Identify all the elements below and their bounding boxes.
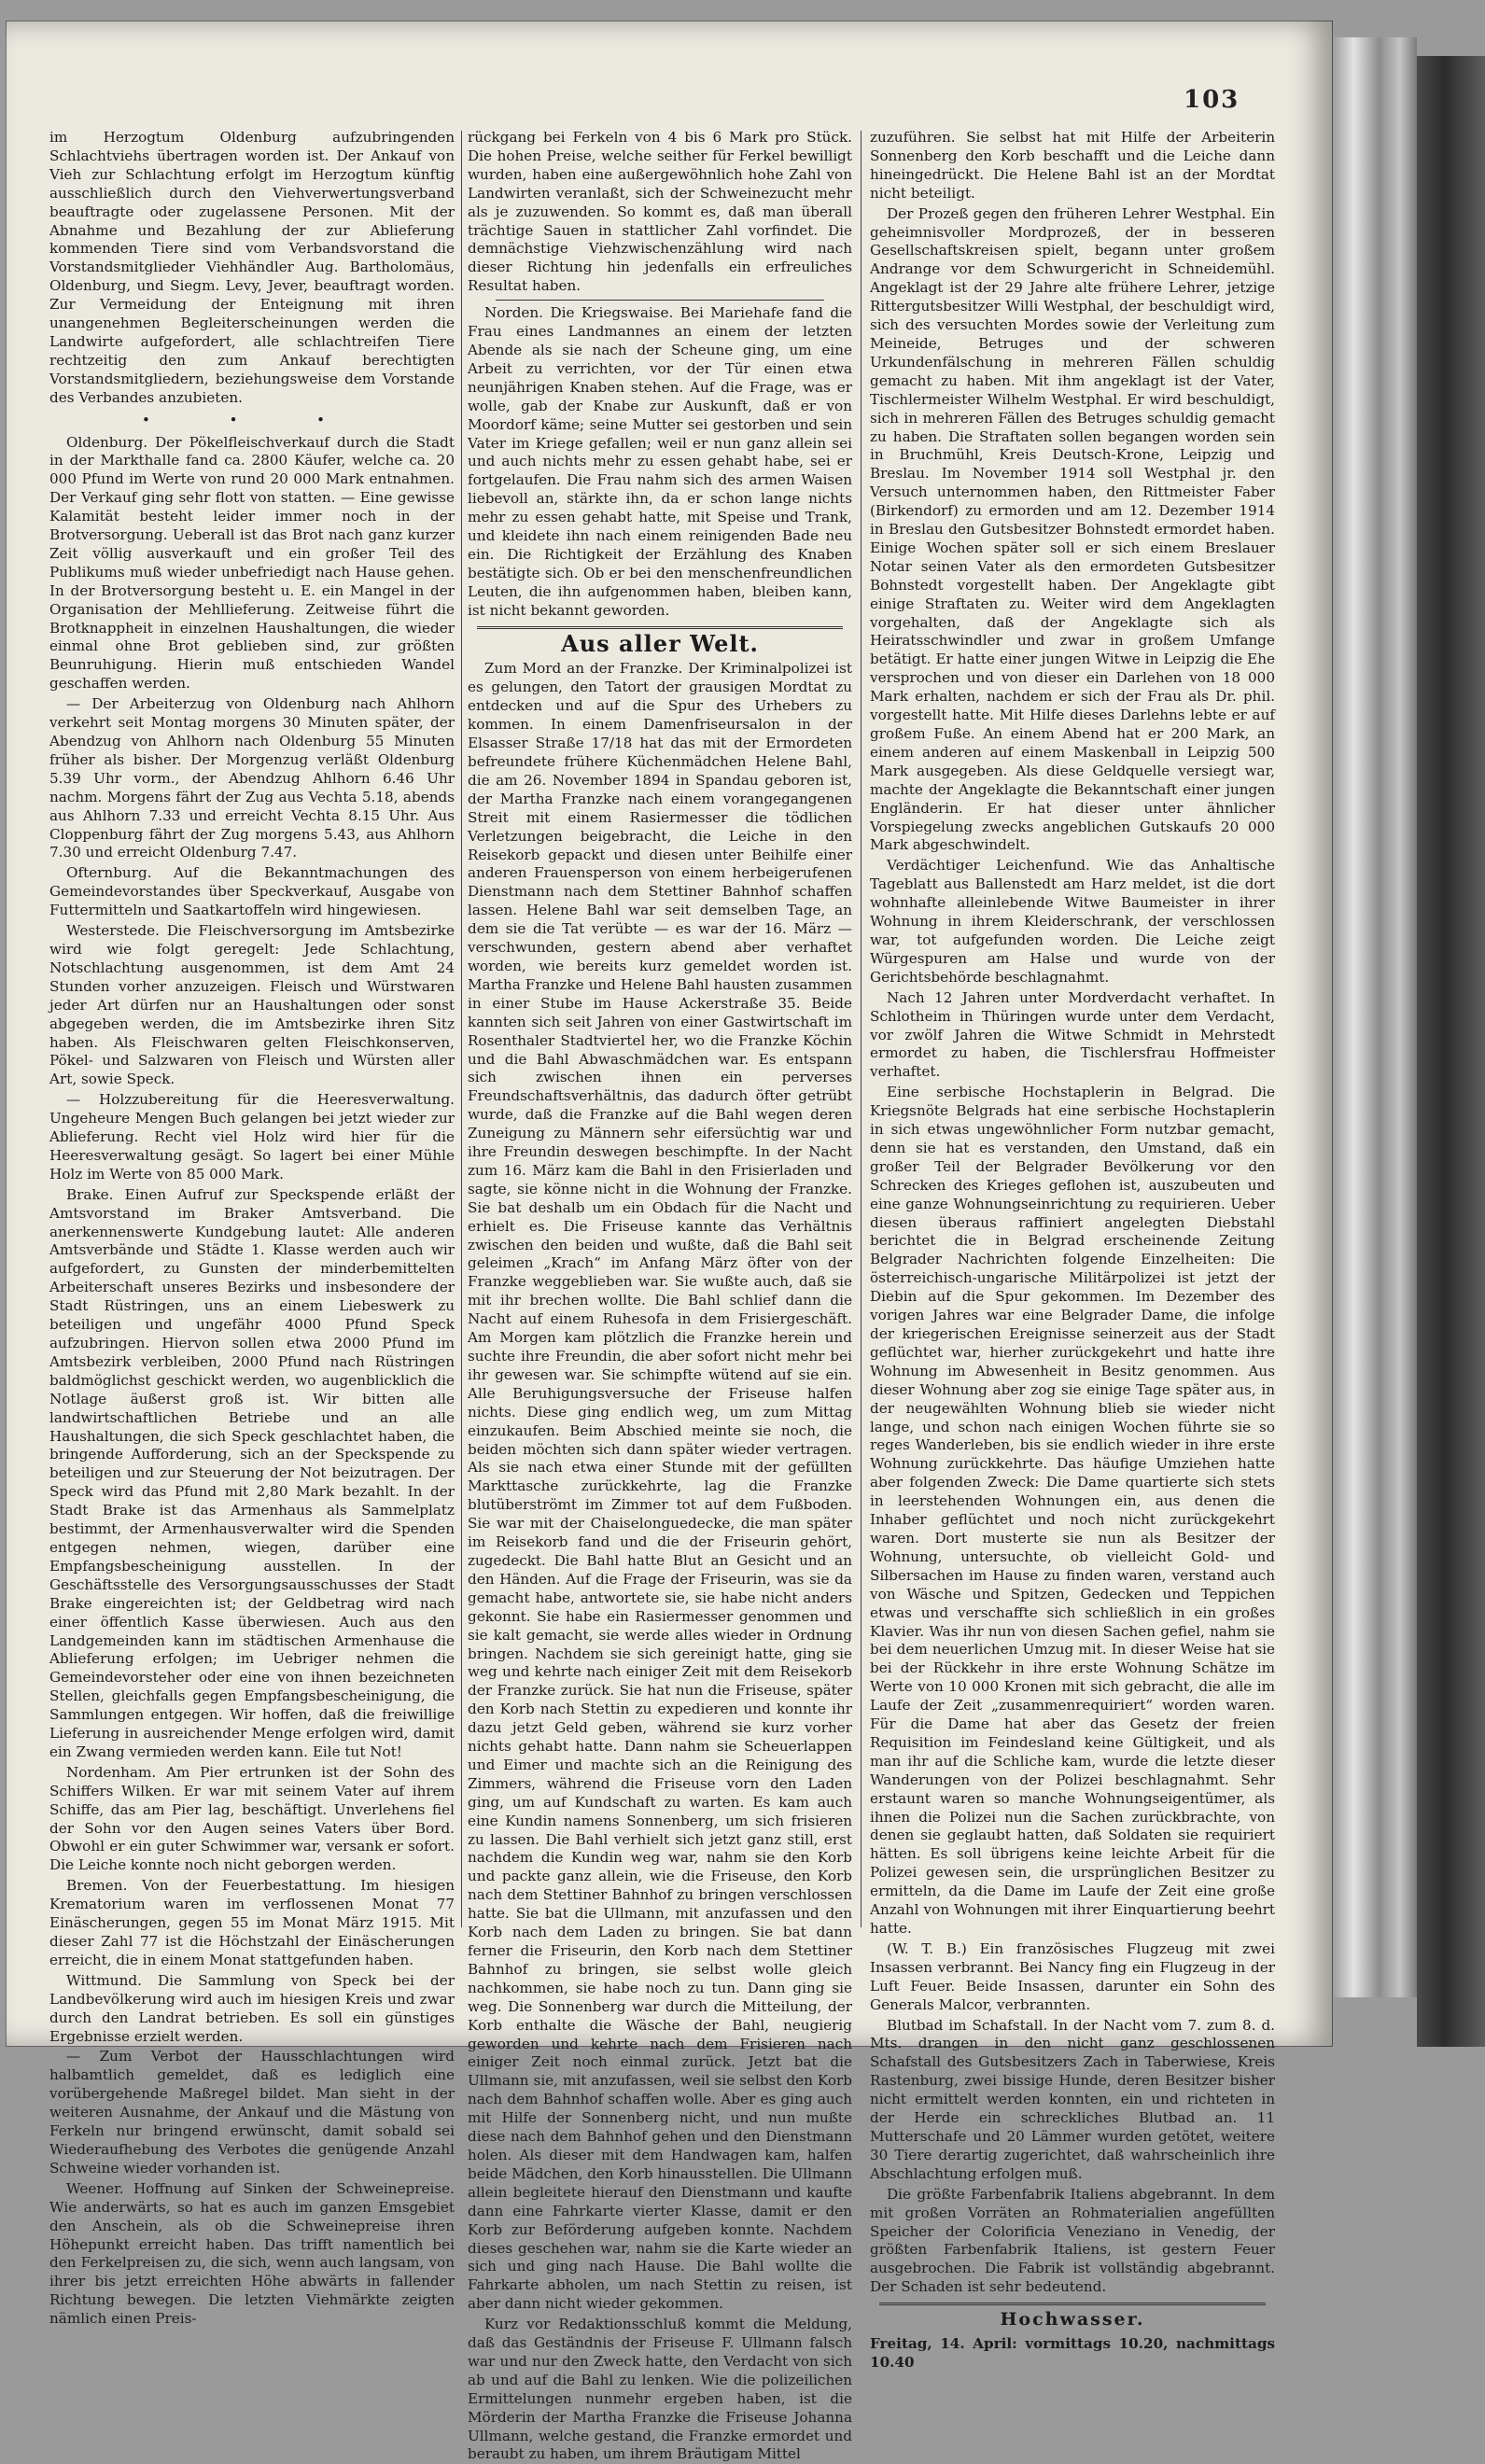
water-level-line: Freitag, 14. April: vormittags 10.20, nachmittags 10.40 bbox=[870, 2335, 1275, 2371]
separator-double-rule bbox=[879, 2303, 1266, 2305]
article-paragraph: — Zum Verbot der Hausschlachtungen wird halbamtlich gemeldet, daß es lediglich eine vorübergehende Maßregel bildet. Man sieht in der weiteren Ausnahme, der Ankauf und die Mästung von Ferkeln nur bringend erwünscht, damit sobald sei Wiederaufhebung des Verbotes die genügende Anzahl Schweine wieder vorhanden ist. bbox=[49, 2048, 455, 2177]
article-paragraph: — Der Arbeiterzug von Oldenburg nach Ahlhorn verkehrt seit Montag morgens 30 Minuten später, der Abendzug von Ahlhorn nach Oldenburg 55 Minuten früher als bisher. Der Morgenzug verläßt Oldenburg 5.39 Uhr vorm., der Abendzug Ahlhorn 6.46 Uhr nachm. Morgens fährt der Zug aus Vechta 5.18, abends aus Ahlhorn 7.33 und erreicht Vechta 8.15 Uhr. Aus Cloppenburg fährt der Zug morgens 5.43, aus Ahlhorn 7.30 und erreicht Oldenburg 7.47. bbox=[49, 695, 455, 861]
article-paragraph: Zum Mord an der Franzke. Der Kriminalpolizei ist es gelungen, den Tatort der grausigen Mordtat zu entdecken und auf die Spur des Urhebers zu kommen. In einem Damenfriseursalon in der Elsasser Straße 17/18 hat das mit der Ermordeten befreundete frühere Küchenmädchen Helene Bahl, die am 26. November 1894 in Spandau geboren ist, der Martha Franzke nach einem vorangegangenen Streit mit einem Rasiermesser die tödlichen Verletzungen beigebracht, die Leiche in den Reisekorb gepackt und diesen unter Beihilfe einer anderen Frauensperson von einem herbeigerufenen Dienstmann nach dem Stettiner Bahnhof schaffen lassen. Helene Bahl war seit demselben Tage, an dem sie die Tat verübte — es war der 16. März — verschwunden, gestern abend aber verhaftet worden, wie bereits kurz gemeldet worden ist. Martha Franzke und Helene Bahl hausten zusammen in einer Stube im Hause Ackerstraße 35. Beide kannten sich seit Jahren von einer Gastwirtschaft im Rosenthaler Stadtviertel her, wo die Franzke Köchin und die Bahl Abwaschmädchen war. Es entspann sich zwischen ihnen ein perverses Freundschaftsverhältnis, das dadurch öfter getrübt wurde, daß die Franzke auf die Bahl wegen deren Zuneigung zu Männern sehr eifersüchtig war und ihre Freundin deswegen beschimpfte. In der Nacht zum 16. März kam die Bahl in den Frisierladen und sagte, sie könne nicht in die Wohnung der Franzke. Sie bat deshalb um ein Obdach für die Nacht und erhielt es. Die Friseuse kannte das Verhältnis zwischen den beiden und wußte, daß die Bahl seit geleimen „Krach“ im Anfang März öfter von der Franzke weggeblieben war. Sie wußte auch, daß sie mit ihr brechen wollte. Die Bahl schlief dann die Nacht auf einem Ruhesofa in dem Frisiergeschäft. Am Morgen kam plötzlich die Franzke herein und suchte ihre Freundin, die aber sofort nicht mehr bei ihr gewesen war. Sie schimpfte wütend auf sie ein. Alle Beruhigungsversuche der Friseuse halfen nichts. Diese ging endlich weg, um zum Mittag einzukaufen. Beim Abschied meinte sie noch, die beiden möchten sich dann später wieder vertragen. Als sie nach etwa einer Stunde mit der gefüllten Markttasche zurückkehrte, lag die Franzke blutüberströmt im Zimmer tot auf dem Fußboden. Sie war mit der Chaiselonguedecke, die man später im Reisekorb fand und die der Friseurin gehört, zugedeckt. Die Bahl hatte Blut an Gesicht und an den Händen. Auf die Frage der Friseurin, was sie da gemacht habe, antwortete sie, sie habe nicht anders gekonnt. Sie habe ein Rasiermesser genommen und sie kalt gemacht, sie werde alles wieder in Ordnung bringen. Nachdem sie sich gereinigt hatte, ging sie weg und kehrte nach einiger Zeit mit dem Reisekorb der Franzke zurück. Sie hat nun die Friseuse, später den Korb nach Stettin zu expedieren und konnte ihr dazu jetzt Geld geben, während sie kurz vorher nichts gehabt hatte. Dann nahm sie Scheuerlappen und Eimer und machte sich an die Reinigung des Zimmers, während die Friseuse vorn den Laden ging, um auf Kundschaft zu warten. Es kam auch eine Kundin namens Sonnenberg, um sich frisieren zu lassen. Die Bahl verhielt sich jetzt ganz still, erst nachdem die Kundin weg war, nahm sie den Korb und packte ganz allein, wie die Friseuse, den Korb nach dem Stettiner Bahnhof zu bringen verschlossen hatte. Sie bat die Ullmann, mit anzufassen und den Korb nach dem Laden zu bringen. Sie bat dann ferner die Friseurin, den Korb nach dem Stettiner Bahnhof zu bringen, sie selbst wolle gleich nachkommen, sie habe noch zu tun. Dann ging sie weg. Die Sonnenberg war durch die Mitteilung, der Korb enthalte die Wäsche der Bahl, neugierig geworden und kehrte nach dem Frisieren nach einiger Zeit noch einmal zurück. Jetzt bat die Ullmann sie, mit anzufassen, weil sie selbst den Korb nach dem Bahnhof schaffen wolle. Aber es ging auch mit Hilfe der Sonnenberg nicht, und nun mußte diese nach dem Bahnhof gehen und den Dienstmann holen. Als dieser mit dem Handwagen kam, halfen beide Mädchen, den Korb hinausstellen. Die Ullmann allein begleitete hierauf den Dienstmann und kaufte dann eine Fahrkarte vierter Klasse, damit er den Korb zur Beförderung aufgeben konnte. Nachdem dieses geschehen war, nahm sie die Karte wieder an sich und ging nach Hause. Die Bahl wollte die Fahrkarte abholen, um nach Stettin zu reisen, ist aber dann nicht wieder gekommen. bbox=[468, 660, 852, 2313]
column-1 bbox=[49, 129, 455, 2328]
separator-double-rule bbox=[477, 626, 843, 629]
article-paragraph: Die größte Farbenfabrik Italiens abgebrannt. In dem mit großen Vorräten an Rohmaterialien angefüllten Speicher der Colorificia Veneziano in Venedig, der größten Farbenfabrik Italiens, ist gestern Feuer ausgebrochen. Die Fabrik ist vollständig abgebrannt. Der Schaden ist sehr bedeutend. bbox=[870, 2185, 1275, 2296]
separator-stars: • • • bbox=[141, 411, 363, 428]
column-2 bbox=[468, 129, 852, 2463]
article-paragraph: zuzuführen. Sie selbst hat mit Hilfe der Arbeiterin Sonnenberg den Korb beschafft und die Leiche dann hineingedrückt. Die Helene Bahl ist an der Mordtat nicht beteiligt. bbox=[870, 129, 1275, 202]
article-paragraph: Bremen. Von der Feuerbestattung. Im hiesigen Krematorium waren im verflossenen Monat 77 Einäscherungen, gegen 55 im Monat März 1915. Mit dieser Zahl 77 ist die Höchstzahl der Einäscherungen erreicht, die in einem Monat stattgefunden haben. bbox=[49, 1877, 455, 1968]
article-paragraph: Eine serbische Hochstaplerin in Belgrad. Die Kriegsnöte Belgrads hat eine serbische Hochstaplerin in sich etwas ungewöhnlicher Form nutzbar gemacht, denn sie hat es verstanden, den Umstand, daß ein großer Teil der Belgrader Bevölkerung vor den Schrecken des Krieges geflohen ist, auszubeuten und eine ganze Wohnungseinrichtung zu requirieren. Ueber diesen überaus raffiniert angelegten Diebstahl berichtet die in Belgrad erscheinende Zeitung Belgrader Nachrichten folgende Einzelheiten: Die österreichisch-ungarische Militärpolizei ist jetzt der Diebin auf die Spur gekommen. Im Dezember des vorigen Jahres war eine Belgrader Dame, die infolge der kriegerischen Ereignisse seinerzeit aus der Stadt geflüchtet war, hierher zurückgekehrt und hatte ihre Wohnung im Abwesenheit in Besitz genommen. Aus dieser Wohnung aber zog sie einige Tage später aus, in der neugewählten Wohnung blieb sie wieder nicht lange, und schon nach einigen Wochen führte sie so reges Wanderleben, bis sie endlich wieder in ihre erste Wohnung zurückkehrte. Das häufige Umziehen hatte aber folgenden Zweck: Die Dame quartierte sich stets in leerstehenden Wohnungen ein, aus denen die Inhaber geflüchtet und noch nicht zurückgekehrt waren. Dort musterte sie nun als Besitzer der Wohnung, untersuchte, ob vielleicht Gold- und Silbersachen im Hause zu finden waren, verstand auch von Wäsche und Spitzen, Gedecken und Teppichen etwas und verschaffte sich schließlich in ein großes Klavier. Was ihr nun von diesen Sachen gefiel, nahm sie bei dem neuerlichen Umzug mit. In dieser Weise hat sie bei der Rückkehr in ihre erste Wohnung Schätze im Werte von 10 000 Kronen mit sich gebracht, die alle im Laufe der Zeit „zusammenrequiriert“ worden waren. Für die Dame hat aber das Gesetz der freien Requisition im Feindesland keine Gültigkeit, und als man ihr auf die Schliche kam, wurde die letzte dieser Wanderungen von der Polizei beschlagnahmt. Sehr erstaunt waren so manche Wohnungseigentümer, als ihnen die Polizei nun die Sachen zurückbrachte, von denen sie geglaubt hatten, daß Soldaten sie requiriert hätten. Es soll übrigens keine leichte Arbeit für die Polizei gewesen sein, die ursprünglichen Besitzer zu ermitteln, da die Dame im Laufe der Zeit eine große Anzahl von Wohnungen mit ihrer Einquartierung beehrt hatte. bbox=[870, 1084, 1275, 1937]
article-paragraph: Weener. Hoffnung auf Sinken der Schweinepreise. Wie anderwärts, so hat es auch im ganzen Emsgebiet den Anschein, als ob die Schweinepreise ihren Höhepunkt erreicht haben. Das trifft namentlich bei den Ferkelpreisen zu, die sich, wenn auch langsam, von ihrer bis jetzt erreichten Höhe abwärts in fallender Richtung bewegen. Die letzten Viehmärkte zeigten nämlich einen Preis- bbox=[49, 2179, 455, 2328]
article-paragraph: Nach 12 Jahren unter Mordverdacht verhaftet. In Schlotheim in Thüringen wurde unter dem Verdacht, vor zwölf Jahren die Witwe Schmidt in Mehrstedt ermordet zu haben, die Tischlersfrau Hoffmeister verhaftet. bbox=[870, 988, 1275, 1081]
column-rule bbox=[861, 131, 862, 1927]
article-paragraph: — Holzzubereitung für die Heeresverwaltung. Ungeheure Mengen Buch gelangen bei jetzt wieder zur Ablieferung. Recht viel Holz wird hier für die Heeresverwaltung gesägt. So lagert bei einer Mühle Holz im Werte von 85 000 Mark. bbox=[49, 1091, 455, 1183]
article-paragraph: Ofternburg. Auf die Bekanntmachungen des Gemeindevorstandes über Speckverkauf, Ausgabe von Futtermitteln und Saatkartoffeln wird hingewiesen. bbox=[49, 864, 455, 919]
article-paragraph: Oldenburg. Der Pökelfleischverkauf durch die Stadt in der Markthalle fand ca. 2800 Käufer, welche ca. 20 000 Pfund im Werte von rund 20 000 Mark entnahmen. Der Verkauf ging sehr flott von statten. — Eine gewisse Kalamität besteht leider immer noch in der Brotversorgung. Ueberall ist das Brot nach ganz kurzer Zeit völlig ausverkauft und ein großer Teil des Publikums muß wieder unbefriedigt nach Hause gehen. In der Brotversorgung besteht u. E. ein Mangel in der Organisation der Mehllieferung. Zeitweise führt die Brotknappheit in einzelnen Haushaltungen, die wieder einmal ohne Brot geblieben sind, zur größten Beunruhigung. Hierin muß entschieden Wandel geschaffen werden. bbox=[49, 433, 455, 693]
article-paragraph: rückgang bei Ferkeln von 4 bis 6 Mark pro Stück. Die hohen Preise, welche seither für Ferkel bewilligt wurden, haben eine außergewöhnlich hohe Zahl von Landwirten veranlaßt, sich der Schweinezucht mehr als je zuzuwenden. So kommt es, daß man überall trächtige Sauen in stattlicher Zahl vorfindet. Die demnächstige Viehzwischenzählung wird nach dieser Richtung hin jedenfalls ein erfreuliches Resultat haben. bbox=[468, 129, 852, 295]
article-paragraph: Norden. Die Kriegswaise. Bei Mariehafe fand die Frau eines Landmannes an einem der letzten Abende als sie nach der Scheune ging, um eine Arbeit zu verrichten, vor der Tür einen etwa neunjährigen Knaben stehen. Auf die Frage, was er wolle, gab der Knabe zur Auskunft, daß er von Moordorf käme; seine Mutter sei gestorben und sein Vater im Kriege gefallen; weil er nun ganz allein sei und auch nichts mehr zu essen gehabt habe, sei er fortgelaufen. Die Frau nahm sich des armen Waisen liebevoll an, stärkte ihn, da er schon lange nichts mehr zu essen gehabt hatte, mit Speise und Trank, und kleidete ihn nach einem reinigenden Bade neu ein. Die Richtigkeit der Erzählung des Knaben bestätigte sich. Ob er bei den menschenfreundlichen Leuten, die ihn aufgenommen haben, bleiben kann, ist nicht bekannt geworden. bbox=[468, 304, 852, 619]
article-paragraph: Kurz vor Redaktionsschluß kommt die Meldung, daß das Geständnis der Friseuse F. Ullmann falsch war und nur den Zweck hatte, den Verdacht von sich ab und auf die Bahl zu lenken. Wie die polizeilichen Ermittelungen nunmehr ergeben haben, ist die Mörderin der Martha Franzke die Friseuse Johanna Ullmann, welche gestand, die Franzke ermordet und beraubt zu haben, um ihrem Bräutigam Mittel bbox=[468, 2316, 852, 2463]
article-paragraph: Brake. Einen Aufruf zur Speckspende erläßt der Amtsvorstand im Braker Amtsverband. Die anerkennenswerte Kundgebung lautet: Alle anderen Amtsverbände und Städte 1. Klasse werden auch wir aufgefordert, zu Gunsten der minderbemittelten Arbeiterschaft unseres Bezirks und insbesondere der Stadt Rüstringen, uns an einem Liebeswerk zu beteiligen und ungefähr 4000 Pfund Speck aufzubringen. Hiervon sollen etwa 2000 Pfund im Amtsbezirk verbleiben, 2000 Pfund nach Rüstringen baldmöglichst geschickt werden, wo augenblicklich die Notlage äußerst groß ist. Wir bitten alle landwirtschaftlichen Betriebe und an alle Haushaltungen, die sich Speck geschlachtet haben, die bringende Aufforderung, sich an der Speckspende zu beteiligen und zur Steuerung der Not beizutragen. Der Speck wird das Pfund mit 2,80 Mark bezahlt. In der Stadt Brake ist das Armenhaus als Sammelplatz bestimmt, der Armenhausverwalter wird die Spenden entgegen nehmen, wiegen, darüber eine Empfangsbescheinigung ausstellen. In der Geschäftsstelle des Versorgungsausschusses der Stadt Brake eingereichten ist; der Geldbetrag wird nach einer öffentlich Kasse überwiesen. Auch aus den Landgemeinden kann im städtischen Armenhause die Ablieferung erfolgen; im Uebriger nehmen die Gemeindevorsteher oder eine von ihnen bezeichneten Stellen, gleichfalls gegen Empfangsbescheinigung, die Sammlungen entgegen. Wir hoffen, daß die freiwillige Lieferung in ausreichender Menge erfolgen wird, damit ein Zwang vermieden werden kann. Eile tut Not! bbox=[49, 1185, 455, 1760]
column-rule bbox=[461, 131, 462, 1927]
page-binding bbox=[1333, 37, 1417, 1997]
column-3 bbox=[870, 129, 1275, 2371]
article-paragraph: Der Prozeß gegen den früheren Lehrer Westphal. Ein geheimnisvoller Mordprozeß, der in besseren Gesellschaftskreisen spielt, begann unter großem Andrange vor dem Schwurgericht in Schneidemühl. Angeklagt ist der 29 Jahre alte frühere Lehrer, jetzige Rittergutsbesitzer Willi Westphal, der beschuldigt wird, sich des versuchten Mordes sowie der Verleitung zum Meineide, Betruges und der schweren Urkundenfälschung in mehreren Fällen schuldig gemacht zu haben. Mit ihm angeklagt ist der Vater, Tischlermeister Wilhelm Westphal. Er wird beschuldigt, sich in mehreren Fällen des Betruges schuldig gemacht zu haben. Die Straftaten sollen begangen worden sein in Bruchmühl, Kreis Deutsch-Krone, Leipzig und Breslau. Im November 1914 soll Westphal jr. den Versuch unternommen haben, den Rittmeister Faber (Birkendorf) zu ermorden und am 12. Dezember 1914 in Breslau den Gutsbesitzer Bohnstedt ermordet haben. Einige Wochen später soll er sich einem Breslauer Notar seinen Vater als den ermordeten Gutsbesitzer Bohnstedt vorgestellt haben. Der Angeklagte gibt einige Straftaten zu. Weiter wird dem Angeklagten vorgehalten, daß der Angeklagte sich als Heiratsschwindler und zwar in großem Umfange betätigt. Er hatte einer jungen Witwe in Leipzig die Ehe versprochen und von dieser ein Darlehen von 18 000 Mark erhalten, nachdem er sich der Frau als Dr. phil. vorgestellt hatte. Mit Hilfe dieses Darlehns lebte er auf großem Fuße. An einem Abend hat er 200 Mark, an einem anderen auf einem Maskenball in Leipzig 500 Mark ausgegeben. Als diese Geldquelle versiegt war, machte der Angeklagte die Bekanntschaft einer jungen Engländerin. Er hat dieser unter ähnlicher Vorspiegelung zwecks angeblichen Gutskaufs 20 000 Mark abgeschwindelt. bbox=[870, 204, 1275, 854]
article-paragraph: Verdächtiger Leichenfund. Wie das Anhaltische Tageblatt aus Ballenstedt am Harz meldet, ist die dort wohnhafte alleinlebende Witwe Baumeister in ihrer Wohnung in ihrem Kleiderschrank, der verschlossen war, tot aufgefunden worden. Die Leiche zeigt Würgespuren am Halse und wurde von der Gerichtsbehörde beschlagnahmt. bbox=[870, 857, 1275, 986]
page-number: 103 bbox=[1184, 86, 1240, 114]
article-paragraph: Nordenham. Am Pier ertrunken ist der Sohn des Schiffers Wilken. Er war mit seinem Vater auf ihrem Schiffe, das am Pier lag, beschäftigt. Unverlehens fiel der Sohn vor den Augen seines Vaters über Bord. Obwohl er ein guter Schwimmer war, versank er sofort. Die Leiche konnte noch nicht geborgen werden. bbox=[49, 1763, 455, 1874]
section-heading: Hochwasser. bbox=[1000, 2309, 1145, 2331]
separator-rule bbox=[496, 300, 824, 301]
section-heading: Aus aller Welt. bbox=[561, 629, 759, 657]
article-paragraph: Blutbad im Schafstall. In der Nacht vom 7. zum 8. d. Mts. drangen in den nicht ganz geschlossenen Schafstall des Gutsbesitzers Zach in Taberwiese, Kreis Rastenburg, zwei bissige Hunde, deren Besitzer bisher nicht ermittelt werden konnten, ein und richteten in der Herde ein schreckliches Blutbad an. 11 Mutterschafe und 20 Lämmer wurden getötet, weitere 30 Tiere derartig zugerichtet, daß wahrscheinlich ihre Abschlachtung erfolgen muß. bbox=[870, 2016, 1275, 2182]
article-paragraph: im Herzogtum Oldenburg aufzubringenden Schlachtviehs übertragen worden ist. Der Ankauf von Vieh zur Schlachtung erfolgt im Herzogtum künftig ausschließlich durch den Viehverwertungsverband beauftragte oder zugelassene Personen. Mit der Abnahme und Bezahlung der zur Ablieferung kommenden Tiere sind vom Verbandsvorstand die Vorstandsmitglieder Viehhändler Aug. Bartholomäus, Oldenburg, und Siegm. Levy, Jever, beauftragt worden. Zur Vermeidung der Enteignung mit ihren unangenehmen Begleiterscheinungen werden die Landwirte aufgefordert, alle schlachtreifen Tiere rechtzeitig den zum Ankauf berechtigten Vorstandsmitgliedern, beziehungsweise dem Vorstande des Verbandes anzubieten. bbox=[49, 129, 455, 406]
article-paragraph: Wittmund. Die Sammlung von Speck bei der Landbevölkerung wird auch im hiesigen Kreis und zwar durch den Landrat betrieben. Es soll ein günstiges Ergebnisse erzielt werden. bbox=[49, 1971, 455, 2045]
book-spine bbox=[1417, 56, 1485, 2047]
article-paragraph: (W. T. B.) Ein französisches Flugzeug mit zwei Insassen verbrannt. Bei Nancy fing ein Flugzeug in der Luft Feuer. Beide Insassen, darunter ein Sohn des Generals Malcor, verbrannten. bbox=[870, 1939, 1275, 2013]
article-paragraph: Westerstede. Die Fleischversorgung im Amtsbezirke wird wie folgt geregelt: Jede Schlachtung, Notschlachtung ausgenommen, ist dem Amt 24 Stunden vorher anzuzeigen. Fleisch und Würstwaren jeder Art dürfen nur an Haushaltungen oder sonst abgegeben werden, die im Amtsbezirke ihren Sitz haben. Als Fleischwaren gelten Fleischkonserven, Pökel- und Salzwaren von Fleisch und Würsten aller Art, sowie Speck. bbox=[49, 922, 455, 1088]
